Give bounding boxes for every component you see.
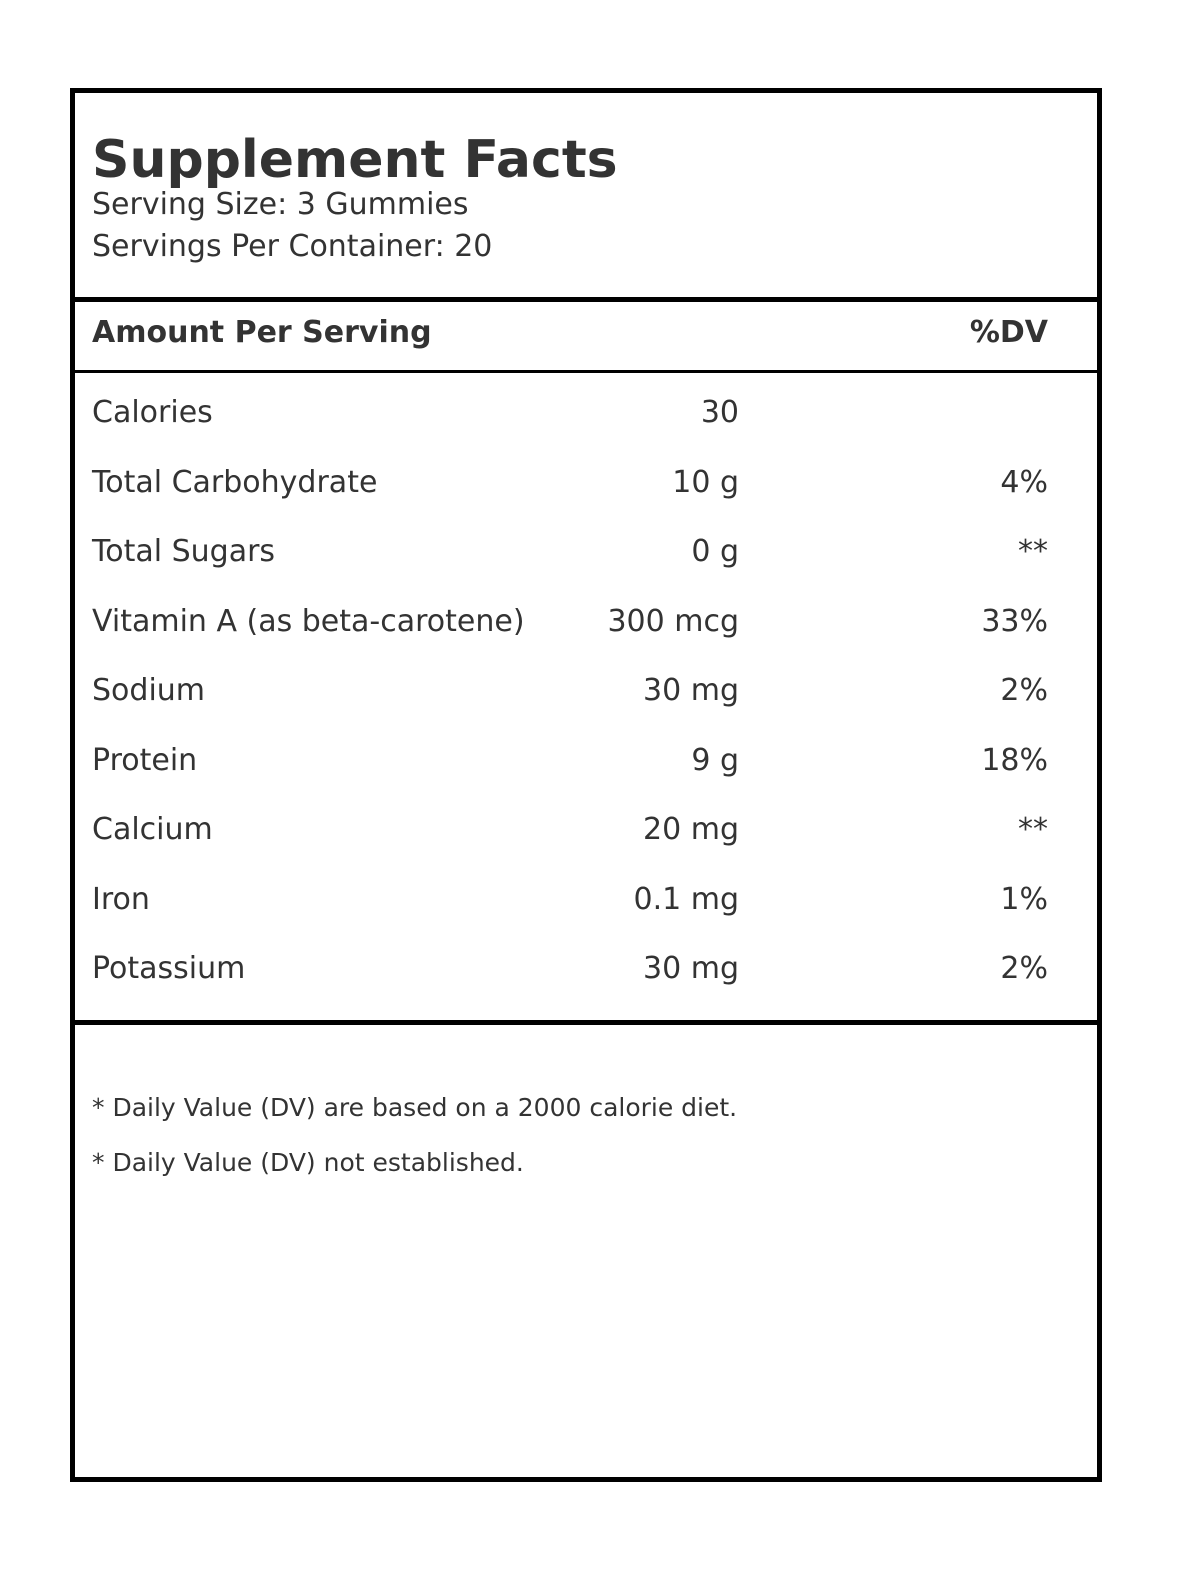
nutrient-name: Protein — [92, 742, 198, 778]
nutrient-name: Sodium — [92, 673, 206, 708]
nutrient-row-potassium — [75, 939, 1097, 1009]
supplement-facts-panel — [70, 88, 1102, 1482]
footnotes — [92, 1093, 737, 1203]
nutrient-amount: 30 — [700, 395, 739, 430]
serving-size: Serving Size: 3 Gummies — [92, 187, 469, 222]
nutrient-name: Calories — [92, 395, 213, 430]
nutrient-dv: ** — [1018, 534, 1048, 569]
nutrient-name: Vitamin A (as beta-carotene) — [92, 603, 525, 639]
nutrient-row-protein — [75, 731, 1097, 801]
nutrient-amount: 10 g — [672, 464, 739, 500]
nutrient-dv: 18% — [981, 742, 1048, 778]
amount-per-serving-header: Amount Per Serving — [92, 315, 432, 350]
footnote-dv-not-established: * Daily Value (DV) not established. — [92, 1148, 524, 1177]
nutrient-amount: 0.1 mg — [633, 881, 739, 917]
nutrient-name: Potassium — [92, 951, 246, 986]
daily-value-header: %DV — [969, 315, 1048, 350]
nutrient-amount: 30 mg — [643, 951, 739, 986]
nutrient-dv: 1% — [1000, 881, 1048, 917]
page-title: Supplement Facts — [92, 130, 618, 190]
nutrient-row-calories — [75, 383, 1097, 453]
nutrient-name: Iron — [92, 881, 150, 917]
label-header — [75, 93, 1097, 302]
nutrient-dv: 4% — [1000, 464, 1048, 500]
nutrient-table — [75, 383, 1097, 1025]
nutrient-name: Calcium — [92, 812, 213, 847]
nutrient-amount: 300 mcg — [607, 603, 739, 639]
nutrient-row-total-sugars — [75, 522, 1097, 592]
nutrient-row-total-carbohydrate — [75, 453, 1097, 523]
nutrient-amount: 30 mg — [643, 673, 739, 708]
nutrient-dv: ** — [1018, 812, 1048, 847]
nutrient-amount: 20 mg — [643, 812, 739, 847]
nutrient-dv: 33% — [981, 603, 1048, 639]
nutrient-row-iron — [75, 870, 1097, 940]
nutrient-name: Total Sugars — [92, 534, 276, 569]
nutrient-name: Total Carbohydrate — [92, 464, 378, 500]
nutrient-row-calcium — [75, 800, 1097, 870]
column-header-row — [75, 302, 1097, 373]
servings-per-container: Servings Per Container: 20 — [92, 229, 493, 264]
nutrient-dv: 2% — [1000, 673, 1048, 708]
footnote-daily-value-basis: * Daily Value (DV) are based on a 2000 calorie diet. — [92, 1093, 738, 1122]
nutrient-dv: 2% — [1000, 951, 1048, 986]
nutrient-amount: 0 g — [691, 534, 739, 569]
nutrient-amount: 9 g — [691, 742, 739, 778]
nutrient-row-vitamin-a — [75, 592, 1097, 662]
nutrient-row-sodium — [75, 661, 1097, 731]
